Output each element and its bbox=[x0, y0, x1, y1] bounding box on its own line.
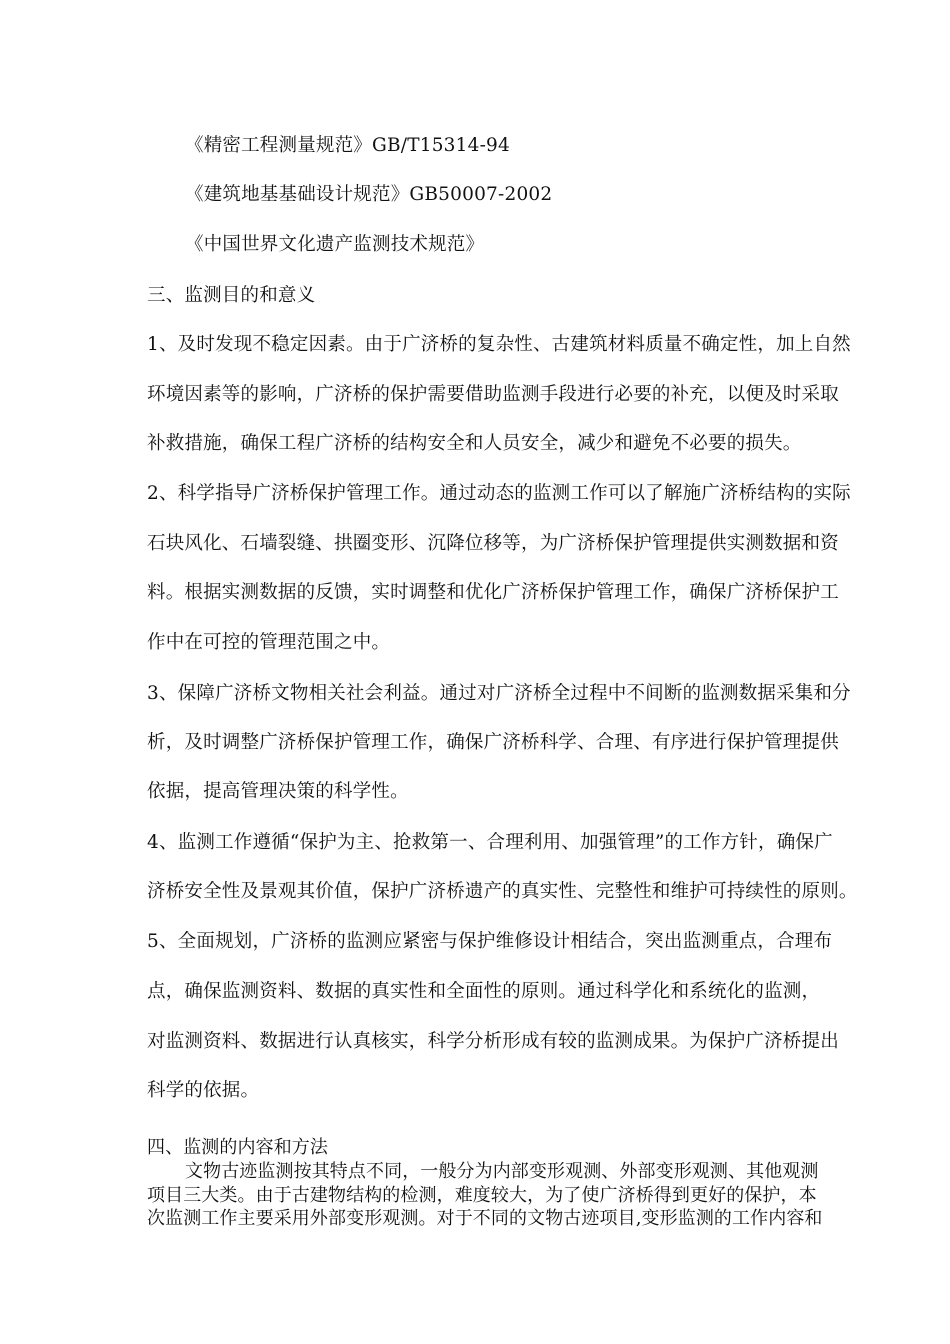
section-heading: 三、监测目的和意义 bbox=[147, 285, 316, 306]
paragraph-line: 析，及时调整广济桥保护管理工作，确保广济桥科学、合理、有序进行保护管理提供 bbox=[147, 732, 839, 753]
paragraph-line: 依据，提高管理决策的科学性。 bbox=[147, 781, 409, 802]
section-heading: 四、监测的内容和方法 bbox=[147, 1137, 328, 1158]
paragraph-line: 次监测工作主要采用外部变形观测。对于不同的文物古迹项目,变形监测的工作内容和 bbox=[147, 1208, 823, 1229]
paragraph-line: 4、监测工作遵循“保护为主、抢救第一、合理利用、加强管理”的工作方针，确保广 bbox=[147, 832, 833, 853]
paragraph-line: 石块风化、石墙裂缝、拱圈变形、沉降位移等，为广济桥保护管理提供实测数据和资 bbox=[147, 533, 839, 554]
paragraph-line: 补救措施，确保工程广济桥的结构安全和人员安全，减少和避免不必要的损失。 bbox=[147, 433, 802, 454]
reference-line: 《建筑地基基础设计规范》GB50007-2002 bbox=[185, 184, 553, 205]
paragraph-line: 料。根据实测数据的反馈，实时调整和优化广济桥保护管理工作，确保广济桥保护工 bbox=[147, 582, 839, 603]
reference-line: 《精密工程测量规范》GB/T15314-94 bbox=[185, 135, 510, 156]
paragraph-line: 科学的依据。 bbox=[147, 1080, 260, 1101]
paragraph-line: 2、科学指导广济桥保护管理工作。通过动态的监测工作可以了解施广济桥结构的实际 bbox=[147, 483, 851, 504]
paragraph-line: 文物古迹监测按其特点不同，一般分为内部变形观测、外部变形观测、其他观测 bbox=[185, 1161, 819, 1182]
paragraph-line: 3、保障广济桥文物相关社会利益。通过对广济桥全过程中不间断的监测数据采集和分 bbox=[147, 683, 851, 704]
paragraph-line: 1、及时发现不稳定因素。由于广济桥的复杂性、古建筑材料质量不确定性，加上自然 bbox=[147, 334, 851, 355]
paragraph-line: 点，确保监测资料、数据的真实性和全面性的原则。通过科学化和系统化的监测， bbox=[147, 981, 821, 1002]
paragraph-line: 对监测资料、数据进行认真核实，科学分析形成有较的监测成果。为保护广济桥提出 bbox=[147, 1031, 839, 1052]
paragraph-line: 环境因素等的影响，广济桥的保护需要借助监测手段进行必要的补充，以便及时采取 bbox=[147, 384, 839, 405]
paragraph-line: 作中在可控的管理范围之中。 bbox=[147, 632, 391, 653]
paragraph-line: 项目三大类。由于古建物结构的检测，难度较大，为了使广济桥得到更好的保护，本 bbox=[147, 1185, 817, 1206]
paragraph-line: 济桥安全性及景观其价值，保护广济桥遗产的真实性、完整性和维护可持续性的原则。 bbox=[147, 881, 858, 902]
reference-line: 《中国世界文化遗产监测技术规范》 bbox=[185, 234, 485, 255]
paragraph-line: 5、全面规划，广济桥的监测应紧密与保护维修设计相结合，突出监测重点，合理布 bbox=[147, 931, 833, 952]
